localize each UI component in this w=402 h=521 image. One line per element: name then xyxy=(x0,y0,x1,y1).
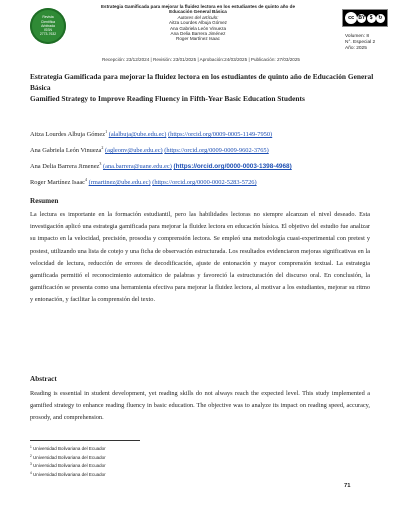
header-author: Ana Gabriela León Vinueza xyxy=(169,25,227,31)
logo-line: Científica xyxy=(40,19,56,24)
dates-line: Recepción: 23/12/2024 | Revisión: 23/01/2025 | Aprobación:24/03/2025 | Publicación: 27/03/2025 xyxy=(102,57,300,62)
number-label: N°. Especial 2 xyxy=(345,39,376,45)
header-author: Aitza Lourdes Albuja Gómez xyxy=(169,20,227,26)
page-number: 71 xyxy=(344,483,351,489)
footnote-sup: 4 xyxy=(30,470,32,475)
creative-commons-badge[interactable] xyxy=(342,9,388,27)
author-sup: 4 xyxy=(85,177,88,182)
author-orcid-link[interactable]: (https://orcid.org/0009-0009-9602-3765) xyxy=(164,147,269,154)
footnote-sup: 3 xyxy=(30,462,32,467)
by-icon: BY xyxy=(358,14,366,21)
logo-line: Revista xyxy=(42,15,54,20)
author-name: Aitza Lourdes Albuja Gómez xyxy=(30,131,106,138)
article-title xyxy=(30,71,375,104)
author-name: Ana Gabriela León Vinueza xyxy=(30,147,102,154)
footnote xyxy=(30,444,106,453)
journal-logo xyxy=(30,8,66,44)
footnote-sup: 1 xyxy=(30,445,32,449)
cc-icon: cc xyxy=(345,12,357,24)
header-author: Ana Delia Barrera Jiménez xyxy=(170,31,226,37)
author-orcid-link[interactable]: (https://orcid.org/0000-0002-5283-5726) xyxy=(152,179,257,186)
author-row xyxy=(30,173,375,189)
author-email-link[interactable]: (agleonv@ube.edu.ec) xyxy=(104,147,163,154)
abstract-heading: Abstract xyxy=(30,375,57,383)
title-spanish: Estrategia Gamificada para mejorar la fluidez lectora en los estudiantes de quinto año de Educación General Básica xyxy=(30,72,374,92)
footnote xyxy=(30,453,106,462)
header-author: Roger Martínez Isaac xyxy=(176,36,220,42)
footnote-sup: 2 xyxy=(30,453,32,458)
author-row xyxy=(30,141,375,157)
footnote-text: Universidad Bolivariana del Ecuador xyxy=(33,471,106,477)
logo-line: 2773-7632 xyxy=(39,32,57,37)
author-email-link[interactable]: (ana.barrera@uane.edu.ec) xyxy=(102,163,172,170)
header-title-line2: Educación General Básica xyxy=(169,9,227,15)
author-row xyxy=(30,125,375,141)
sa-icon: ↻ xyxy=(376,14,385,23)
author-orcid-link[interactable]: (https://orcid.org/0000-0003-1398-4968) xyxy=(173,163,292,170)
author-name: Ana Delia Barrera Jimenez xyxy=(30,163,100,170)
abstract-body: Reading is essential in student development, yet reading skills do not always reach the expected level. This study implemented a gamified strategy to enhance reading fluency in basic education. The objective was to analyze its impact on reading speed, accuracy, prosody, and comprehension. xyxy=(30,390,370,422)
volume-info xyxy=(345,34,375,51)
header-title-line1: Estrategia Gamificada para mejorar la fluidez lectora en los estudiantes de quinto año de xyxy=(100,4,295,9)
header-authors-label: Autores del artículo: xyxy=(177,14,219,20)
author-sup: 3 xyxy=(99,161,102,166)
footnote-text: Universidad Bolivariana del Ecuador xyxy=(33,446,106,451)
author-email-link[interactable]: (alalbuja@ube.edu.ec) xyxy=(108,131,167,138)
author-list xyxy=(30,125,375,189)
volume-label: Volumen: 8 xyxy=(345,34,370,39)
footnote-text: Universidad Bolivariana del Ecuador xyxy=(33,463,106,469)
footnotes xyxy=(30,444,106,478)
footnote-text: Universidad Bolivariana del Ecuador xyxy=(33,454,106,460)
logo-line: ISSN xyxy=(44,28,52,33)
author-name: Roger Martínez Isaac xyxy=(30,179,86,186)
year-label: Año: 2025 xyxy=(345,45,367,51)
footnote-divider xyxy=(30,440,140,441)
resumen-heading: Resumen xyxy=(30,197,59,205)
footnote xyxy=(30,470,106,479)
author-row xyxy=(30,157,375,173)
author-sup: 2 xyxy=(101,145,104,150)
resumen-body: La lectura es importante en la formación estudiantil, pero las habilidades lectoras no siempre alcanzan el nivel deseado. Esta investigación aplicó una estrategia gamificada para mejorar la fluidez lectora en educación básica. El objetivo del estudio fue analizar su impacto en la velocidad, precisión, prosodia y comprensión lectora. Se empleó una metodología cuasi-experimental con pretest y postest, utilizando una lista de cotejo y una ficha de observación estructurada. Los resultados evidenciaron mejoras significativas en la velocidad de lectura, reducción de errores de decodificación, ajuste de entonación y mayor comprensión textual. La estrategia gamificada permitió el reconocimiento automático de palabras y favoreció la estructuración del discurso oral. En conclusión, la gamificación se presenta como una herramienta efectiva para mejorar la fluidez lectora, al motivar a los estudiantes, mejorar su ritmo y entonación, y facilitar la comprensión del texto. xyxy=(30,211,370,304)
running-header xyxy=(78,4,318,42)
author-email-link[interactable]: (rmartinez@ube.edu.ec) xyxy=(88,179,151,186)
author-orcid-link[interactable]: (https://orcid.org/0009-0005-1149-7950) xyxy=(168,131,273,138)
nc-icon: $ xyxy=(367,14,376,23)
title-english: Gamified Strategy to Improve Reading Fluency in Fifth-Year Basic Education Students xyxy=(30,94,305,103)
logo-line: Arbitrada xyxy=(41,23,55,28)
footnote xyxy=(30,461,106,470)
author-sup: 1 xyxy=(105,129,108,134)
